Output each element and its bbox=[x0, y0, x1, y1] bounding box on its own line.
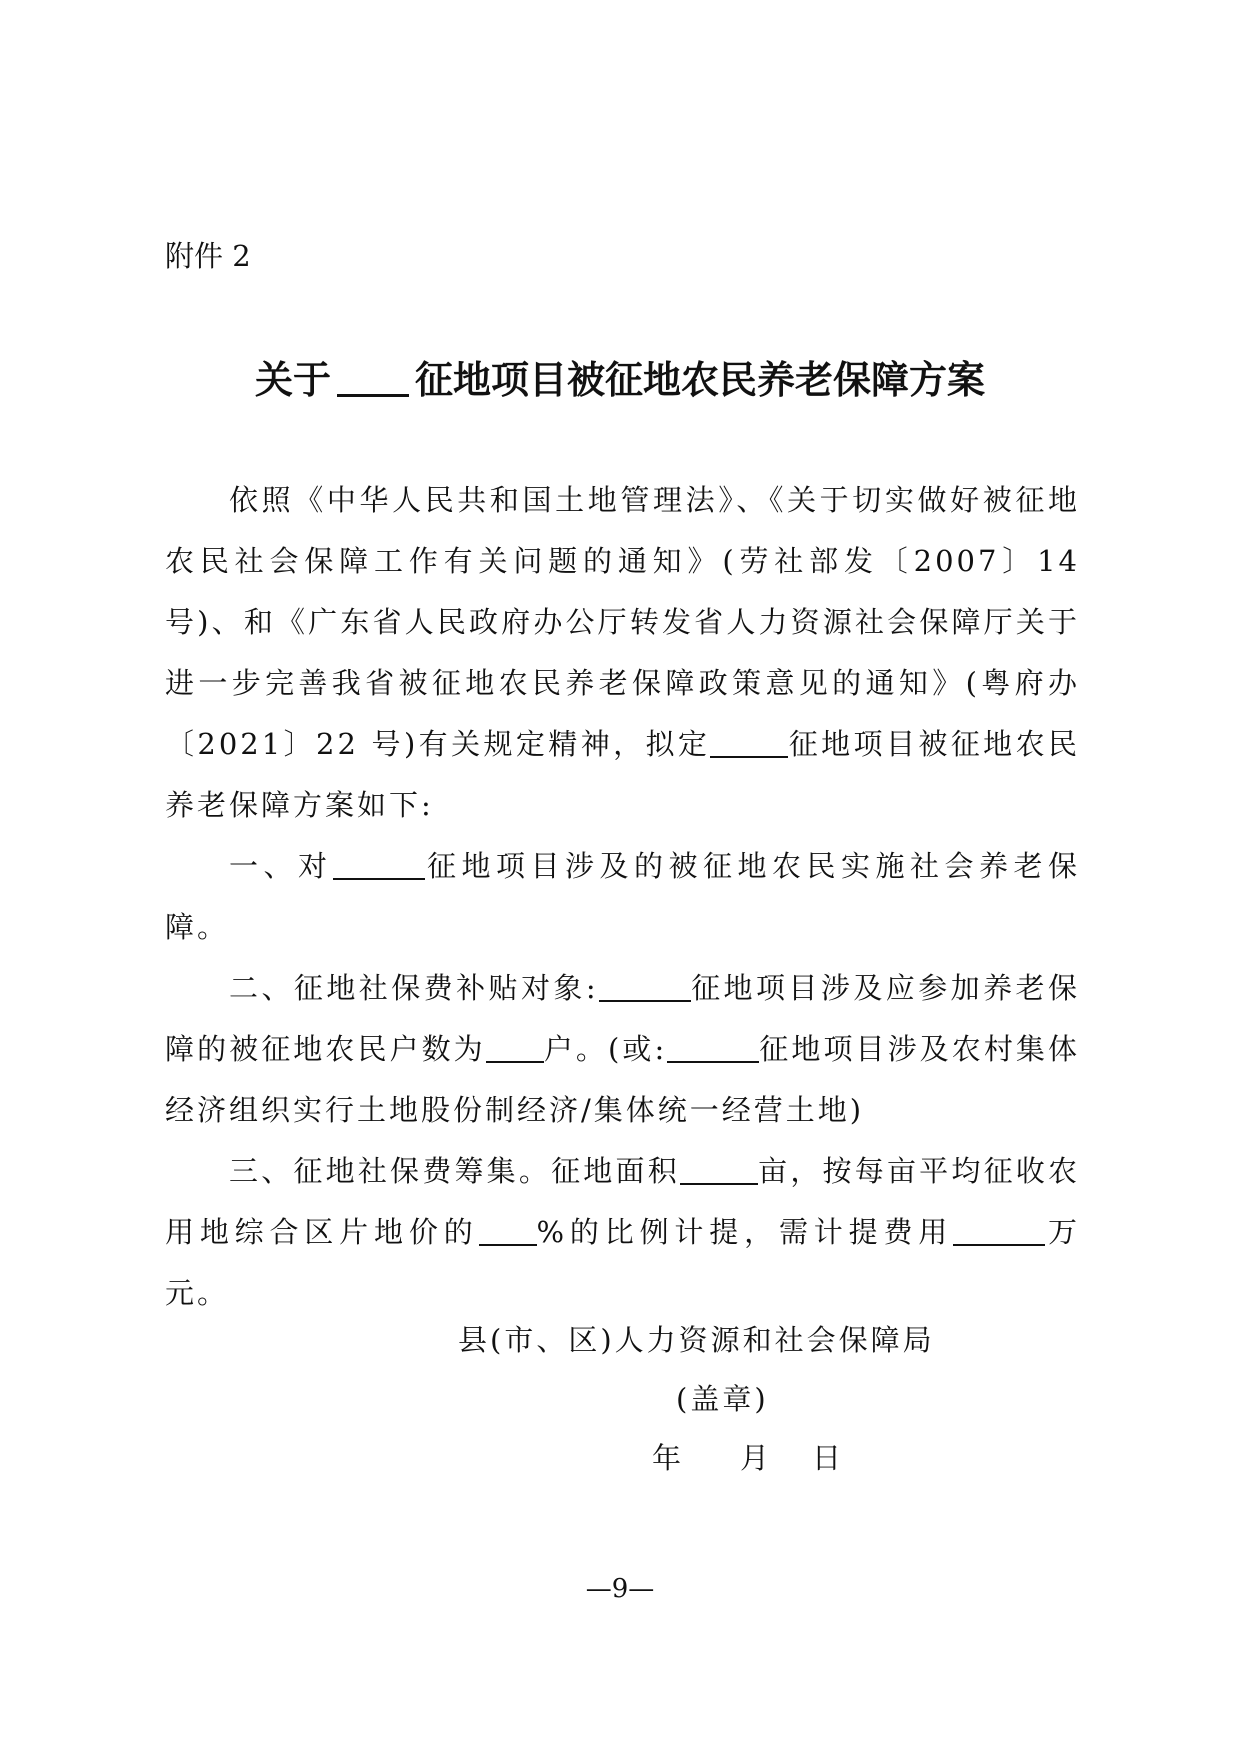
item-2-alt-project-blank bbox=[667, 1032, 759, 1063]
date-day: 日 bbox=[812, 1441, 845, 1475]
seal-note: (盖章) bbox=[676, 1382, 769, 1416]
paragraph-basis-text: 依照《中华人民共和国土地管理法》、《关于切实做好被征地农民社会保障工作有关问题的通知》(劳社部发〔2007〕14 号)、和《广东省人民政府办公厅转发省人力资源社会保障厅关于进一步完善我省被征地农民养老保障政策意见的通知》(粤府办〔2021〕22 号)有关规定精神，拟定 bbox=[165, 483, 1080, 761]
households-blank bbox=[486, 1032, 544, 1063]
fee-amount-blank bbox=[953, 1215, 1045, 1246]
item-3-text-end: 万元。 bbox=[165, 1215, 1080, 1310]
title-project-blank bbox=[337, 356, 409, 397]
item-2-text-or: 户。(或: bbox=[543, 1032, 668, 1066]
page-number: —9— bbox=[585, 1574, 655, 1604]
document-title bbox=[0, 352, 1240, 405]
project-name-blank bbox=[710, 727, 788, 758]
item-2-text-end: 征地项目涉及农村集体经济组织实行土地股份制经济/集体统一经营土地) bbox=[165, 1032, 1080, 1127]
date-year: 年 bbox=[652, 1441, 685, 1475]
item-2-project-blank bbox=[599, 971, 691, 1002]
item-3-text: 亩，按每亩平均征收农用地综合区片地价的 bbox=[165, 1154, 1080, 1249]
title-prefix: 关于 bbox=[254, 358, 331, 402]
item-2-label: 二、征地社保费补贴对象: bbox=[229, 971, 599, 1005]
percentage-blank bbox=[479, 1215, 537, 1246]
paragraph-item-3 bbox=[165, 1141, 1080, 1324]
attachment-label: 附件 2 bbox=[165, 239, 251, 273]
document-body bbox=[165, 470, 1080, 1324]
item-3-label: 三、征地社保费筹集。征地面积 bbox=[229, 1154, 680, 1188]
paragraph-basis bbox=[165, 470, 1080, 836]
item-3-text-ratio: %的比例计提，需计提费用 bbox=[536, 1215, 954, 1249]
title-suffix: 征地项目被征地农民养老保障方案 bbox=[415, 358, 986, 402]
paragraph-item-2 bbox=[165, 958, 1080, 1141]
issuing-organization: 县(市、区)人力资源和社会保障局 bbox=[458, 1323, 935, 1357]
paragraph-basis-text-end: 征地项目被征地农民养老保障方案如下: bbox=[165, 727, 1080, 822]
item-1-label: 一、对 bbox=[229, 849, 333, 883]
date-line bbox=[652, 1428, 844, 1489]
item-1-project-blank bbox=[333, 849, 425, 880]
item-1-text: 征地项目涉及的被征地农民实施社会养老保障。 bbox=[165, 849, 1080, 944]
paragraph-item-1 bbox=[165, 836, 1080, 958]
date-month: 月 bbox=[740, 1441, 773, 1475]
area-mu-blank bbox=[680, 1154, 758, 1185]
item-2-text: 征地项目涉及应参加养老保障的被征地农民户数为 bbox=[165, 971, 1080, 1066]
